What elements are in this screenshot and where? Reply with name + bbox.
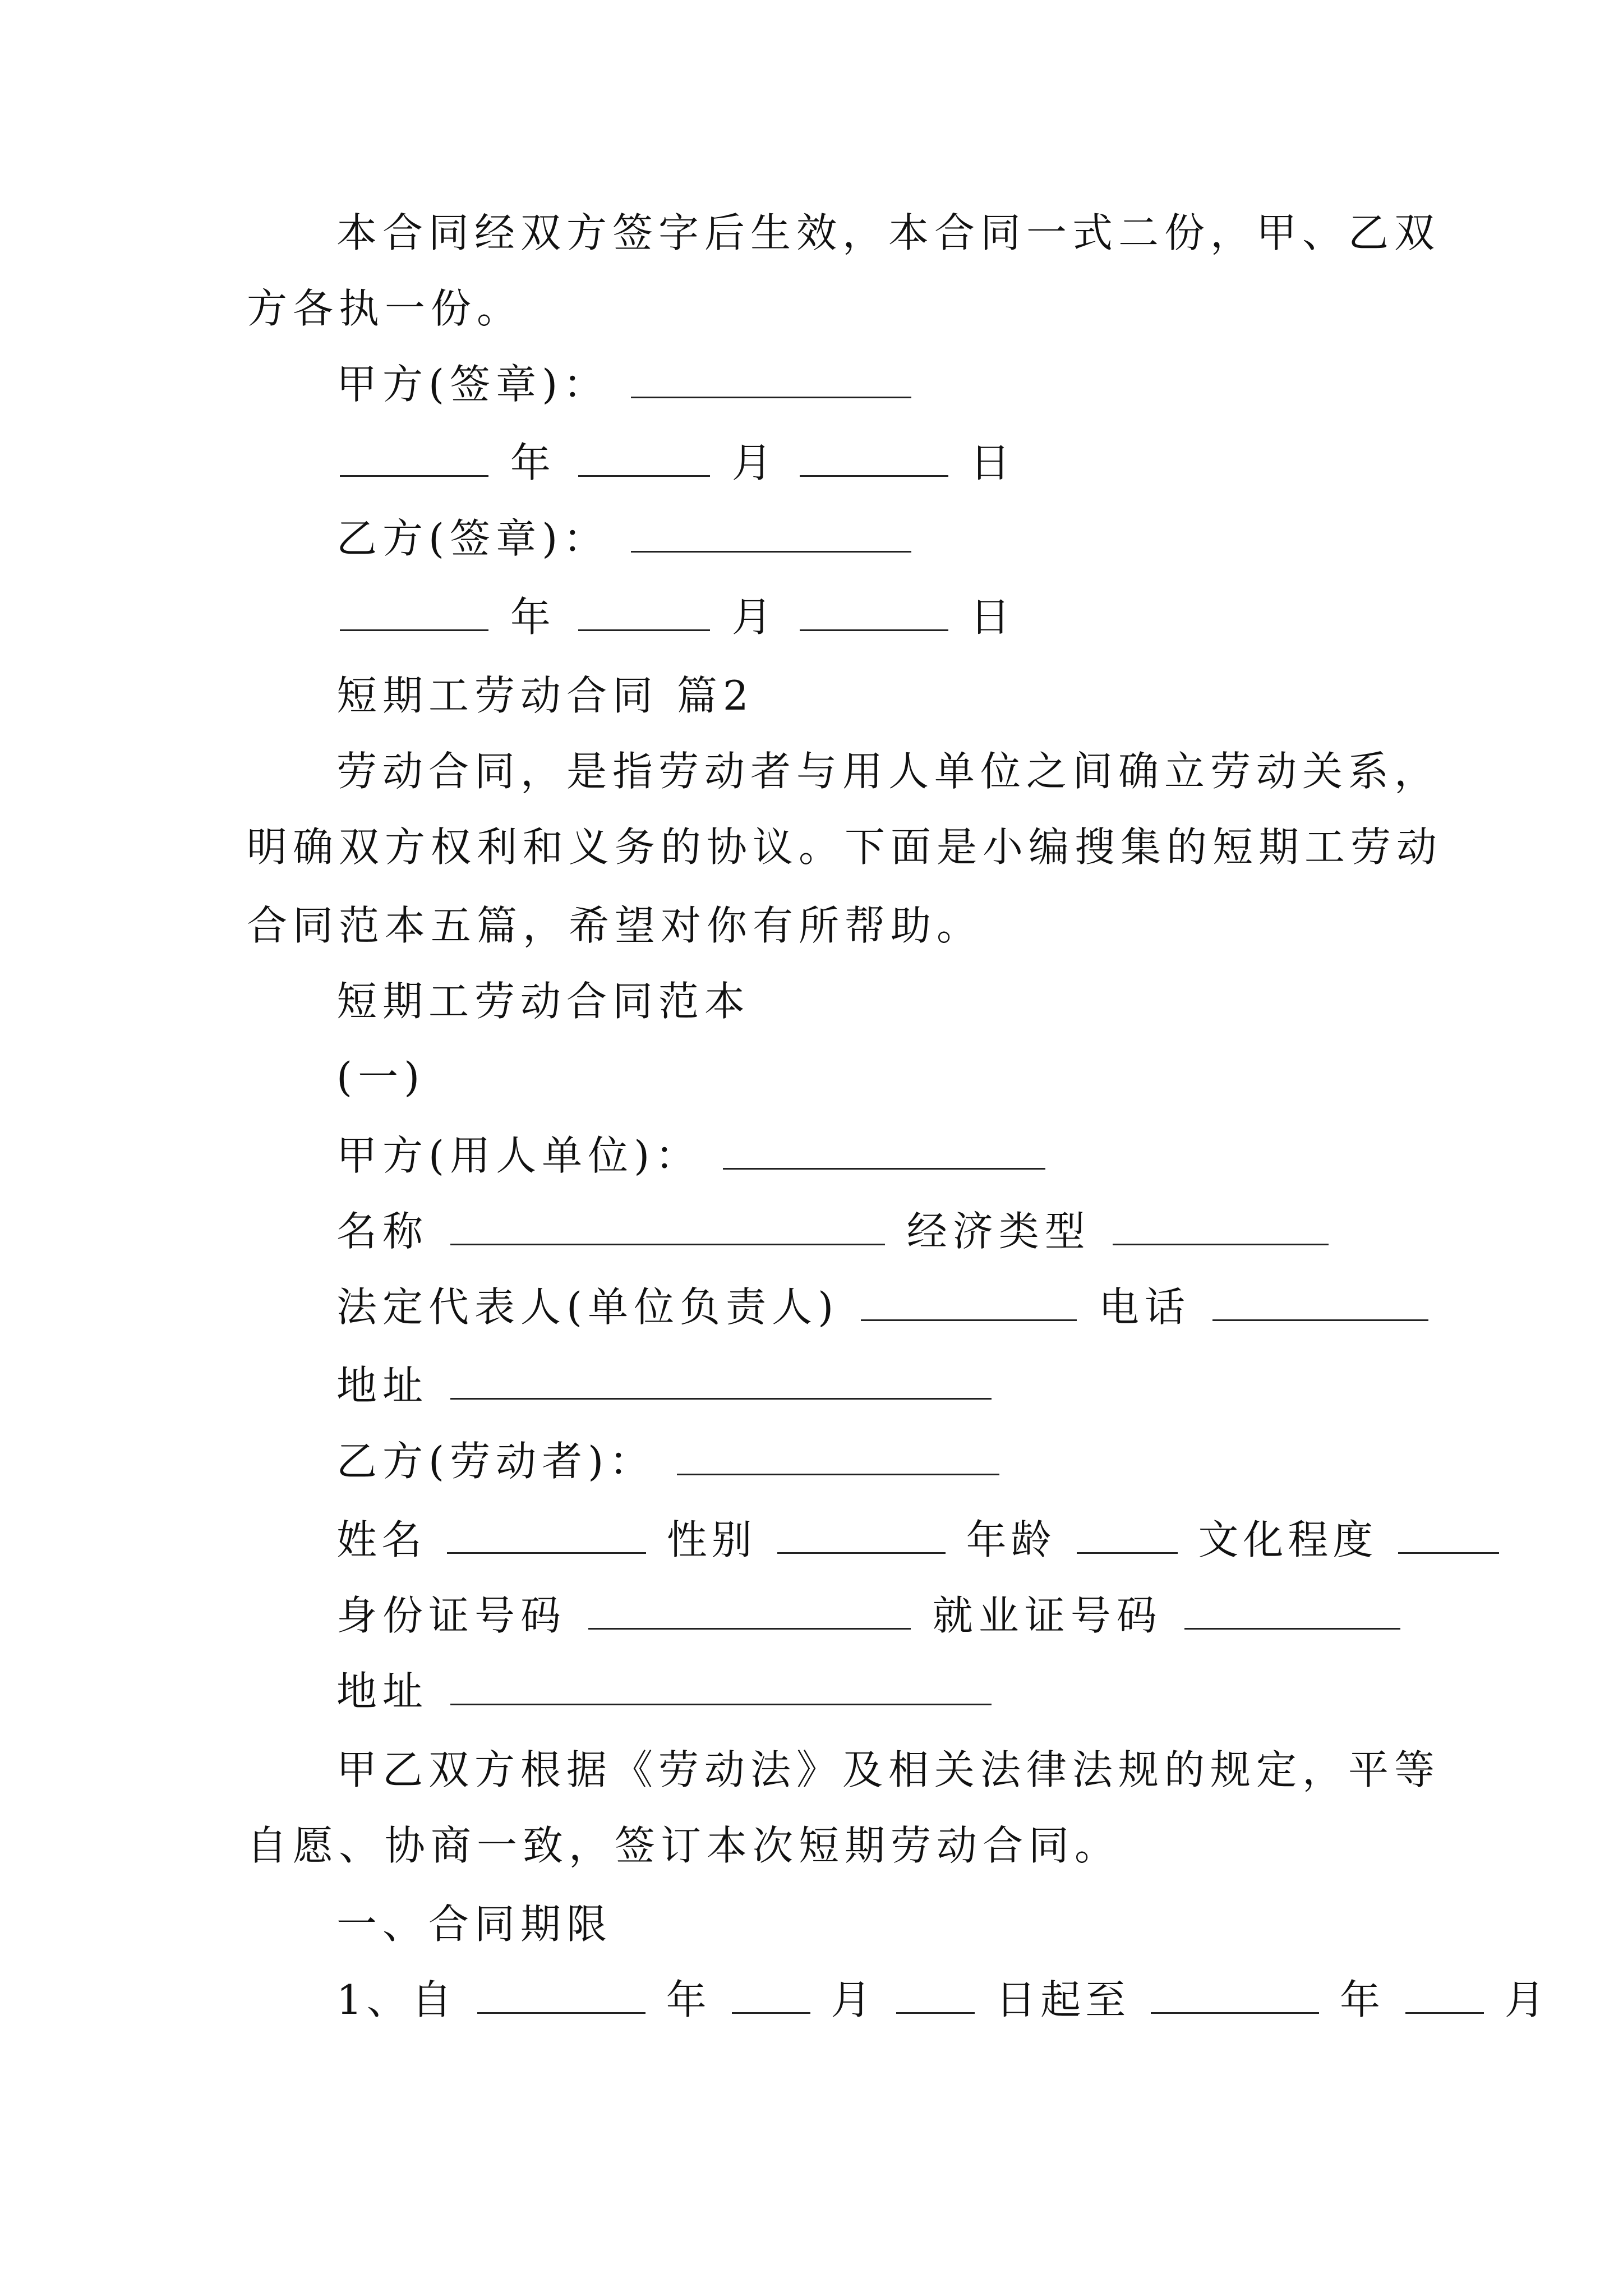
paragraph-line	[247, 898, 1481, 954]
label: 乙方(签章)：	[336, 515, 610, 562]
date-line	[336, 435, 1458, 491]
address-blank[interactable]	[450, 1364, 992, 1400]
start-year-blank[interactable]	[477, 1978, 645, 2014]
label: 甲方(签章)：	[336, 361, 610, 408]
day-blank[interactable]	[800, 441, 948, 477]
until-label: 日起至	[995, 1976, 1131, 2023]
signature-blank[interactable]	[631, 363, 911, 398]
text: 短期工劳动合同 篇2	[336, 672, 754, 719]
phone-blank[interactable]	[1212, 1286, 1428, 1321]
education-label: 文化程度	[1198, 1516, 1378, 1563]
text: 一、合同期限	[336, 1901, 613, 1948]
month-blank[interactable]	[578, 441, 710, 477]
field-line	[336, 1203, 1514, 1259]
representative-blank[interactable]	[861, 1286, 1077, 1321]
field-line	[336, 1588, 1542, 1644]
month-label: 月	[831, 1976, 876, 2023]
subheading	[336, 973, 1458, 1029]
year-label: 年	[666, 1976, 711, 2023]
date-line	[336, 589, 1458, 645]
phone-label: 电话	[1098, 1283, 1191, 1331]
field-line	[336, 1358, 1514, 1414]
text: 自愿、协商一致，签订本次短期劳动合同。	[247, 1822, 1121, 1869]
signature-line-party-a	[336, 356, 1458, 412]
employer-blank[interactable]	[723, 1134, 1045, 1170]
id-number-label: 身份证号码	[336, 1592, 567, 1639]
signature-blank[interactable]	[631, 517, 911, 553]
field-line	[336, 1279, 1514, 1335]
person-name-label: 姓名	[336, 1516, 427, 1563]
employee-line	[336, 1433, 1514, 1489]
day-label: 日	[970, 593, 1016, 641]
text: 劳动合同，是指劳动者与用人单位之间确立劳动关系，	[336, 748, 1441, 795]
address-label: 地址	[336, 1668, 429, 1715]
label: 甲方(用人单位)：	[336, 1132, 702, 1179]
text: 合同范本五篇，希望对你有所帮助。	[247, 902, 983, 949]
section-heading	[336, 1896, 1458, 1952]
paragraph-line	[336, 205, 1458, 261]
month-label: 月	[731, 593, 778, 641]
employment-cert-label: 就业证号码	[932, 1592, 1163, 1639]
year-label: 年	[510, 593, 556, 641]
subheading	[336, 1049, 1458, 1105]
employment-cert-blank[interactable]	[1184, 1594, 1400, 1630]
year-blank[interactable]	[340, 596, 488, 631]
paragraph-line	[336, 743, 1514, 799]
economic-type-label: 经济类型	[906, 1208, 1091, 1255]
address-blank[interactable]	[450, 1670, 992, 1705]
economic-type-blank[interactable]	[1113, 1210, 1329, 1245]
text: 甲乙双方根据《劳动法》及相关法律法规的规定，平等	[336, 1746, 1441, 1793]
signature-line-party-b	[336, 510, 1458, 567]
employer-line	[336, 1128, 1458, 1184]
age-label: 年龄	[966, 1516, 1056, 1563]
year-blank[interactable]	[340, 441, 488, 477]
label: 乙方(劳动者)：	[336, 1438, 656, 1485]
month-label: 月	[731, 439, 778, 486]
text: 方各执一份。	[247, 285, 523, 332]
paragraph-line	[247, 1818, 1481, 1874]
start-day-blank[interactable]	[896, 1978, 975, 2014]
text: 短期工劳动合同范本	[336, 978, 751, 1025]
gender-label: 性别	[666, 1516, 757, 1563]
year-label: 年	[510, 439, 556, 486]
name-blank[interactable]	[450, 1210, 885, 1245]
gender-blank[interactable]	[777, 1519, 946, 1554]
text: 明确双方权利和义务的协议。下面是小编搜集的短期工劳动	[247, 823, 1443, 871]
address-label: 地址	[336, 1362, 429, 1409]
field-line	[336, 1512, 1542, 1568]
education-blank[interactable]	[1398, 1519, 1499, 1554]
text: 本合同经双方签字后生效，本合同一式二份，甲、乙双	[336, 209, 1441, 256]
text: (一)	[336, 1053, 426, 1101]
day-blank[interactable]	[800, 596, 948, 631]
start-month-blank[interactable]	[732, 1978, 810, 2014]
employee-blank[interactable]	[677, 1440, 999, 1475]
term-line	[336, 1972, 1550, 2028]
year-label: 年	[1339, 1976, 1385, 2023]
month-blank[interactable]	[578, 596, 710, 631]
name-label: 名称	[336, 1208, 429, 1255]
field-line	[336, 1663, 1514, 1719]
person-name-blank[interactable]	[447, 1519, 646, 1554]
paragraph-line	[247, 819, 1537, 875]
paragraph-line	[336, 1742, 1514, 1798]
section-heading	[336, 668, 1458, 724]
end-month-blank[interactable]	[1405, 1978, 1484, 2014]
end-year-blank[interactable]	[1151, 1978, 1319, 2014]
from-label: 1、自	[336, 1976, 457, 2023]
month-label: 月	[1504, 1976, 1550, 2023]
id-number-blank[interactable]	[588, 1594, 911, 1630]
representative-label: 法定代表人(单位负责人)	[336, 1283, 840, 1331]
paragraph-line	[247, 280, 1481, 337]
day-label: 日	[970, 439, 1016, 486]
age-blank[interactable]	[1077, 1519, 1178, 1554]
